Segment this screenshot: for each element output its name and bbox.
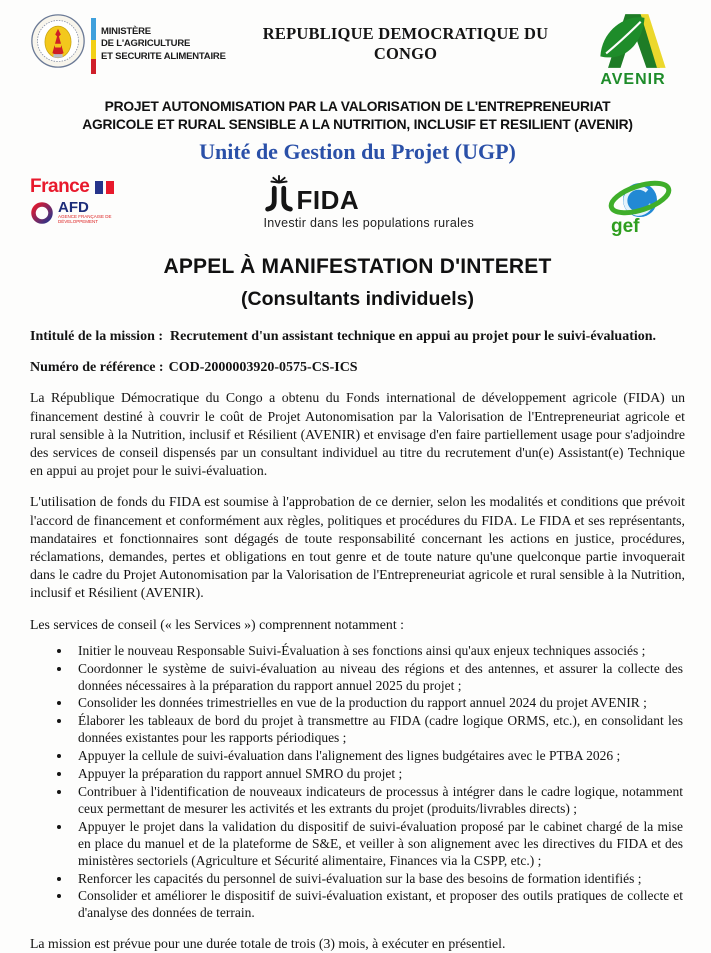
reference-value: COD-2000003920-0575-CS-ICS	[168, 360, 358, 376]
service-item: • Coordonner le système de suivi-évaluation au niveau des régions et des antennes, et assurer la collecte des données nécessaires à la préparation du rapport annuel 2025 du projet ;	[72, 661, 683, 695]
reference-label: Numéro de référence :	[30, 360, 164, 376]
drc-coat-of-arms-icon	[30, 12, 86, 70]
service-item: • Appuyer la cellule de suivi-évaluation dans l'alignement des lignes budgétaires avec le PTBA 2026 ;	[72, 748, 683, 765]
main-title: APPEL À MANIFESTATION D'INTERET	[163, 255, 552, 279]
mission-title	[30, 328, 685, 347]
services-list	[30, 643, 685, 923]
services-intro: Les services de conseil (« les Services ») comprennent notamment :	[30, 616, 404, 632]
afd-wordmark: AFD	[58, 199, 89, 217]
france-afd-logo	[30, 174, 180, 225]
service-item: • Initier le nouveau Responsable Suivi-Évaluation à ses fonctions ainsi qu'aux enjeux techniques associés ;	[72, 643, 683, 660]
unit-title: Unité de Gestion du Projet (UGP)	[199, 139, 516, 165]
mission-text: Recrutement d'un assistant technique en appui au projet pour le suivi-évaluation.	[170, 329, 657, 345]
subtitle: (Consultants individuels)	[241, 288, 474, 311]
fida-wordmark: FIDA	[296, 185, 360, 216]
partner-logos-row	[30, 174, 685, 238]
ministry-line-1: MINISTÈRE	[101, 26, 151, 37]
france-wordmark: France	[30, 176, 90, 198]
service-item: • Contribuer à l'identification de nouveaux indicateurs de processus à intégrer dans le cadre logique, notamment ceux permettant de mesurer les activités et les extrants du projet (produits/livrables directs) ;	[72, 784, 683, 818]
fida-logo	[264, 174, 484, 230]
project-title	[30, 98, 685, 134]
project-title-line-2: AGRICOLE ET RURAL SENSIBLE A LA NUTRITION, INCLUSIF ET RESILIENT (AVENIR)	[82, 117, 633, 133]
french-flag-icon	[95, 181, 114, 194]
afd-ring-icon	[30, 201, 54, 225]
service-item: • Élaborer les tableaux de bord du projet à transmettre au FIDA (cadre logique ORMS, etc.), en consolidant les données existantes pour les rapports périodiques ;	[72, 713, 683, 747]
gef-wordmark: gef	[611, 216, 640, 238]
ministry-logo	[30, 8, 230, 74]
paragraph-financing: La République Démocratique du Congo a obtenu du Fonds international de développement agricole (FIDA) un financement destiné à couvrir le coût de Projet Autonomisation par la Valorisation de l'Entrepreneuriat agricole et rural sensible à la Nutrition, inclusif et Résilient (AVENIR) et envisage d'en faire partiellement usage pour s'adjoindre des services de conseil dispensés par un consultant individuel au titre du recrutement d'un(e) Assistant(e) Technique en appui au projet pour le suivi-évaluation.	[30, 390, 685, 479]
service-item: • Appuyer le projet dans la validation du dispositif de suivi-évaluation proposé par le cabinet chargé de la mise en place du manuel et de la plateforme de S&E, et veiller à son alignement avec les directives du FIDA et des ministères sectoriels (Agriculture et Sécurité alimentaire, Finances via la CSPP, etc.) ;	[72, 819, 683, 870]
closing-note: La mission est prévue pour une durée totale de trois (3) mois, à exécuter en présentiel.	[30, 936, 506, 952]
gef-logo	[607, 174, 685, 236]
service-item: • Consolider et améliorer le dispositif de suivi-évaluation existant, et proposer des outils pratiques de collecte et d'analyse des données de terrain.	[72, 888, 683, 922]
paragraph-fida-terms: L'utilisation de fonds du FIDA est soumise à l'approbation de ce dernier, selon les modalités et conditions que prévoit l'accord de financement et conformément aux règles, politiques et procédures du FIDA. Le FIDA et ses représentants, mandataires et fonctionnaires sont dégagés de toute responsabilité concernant les actions en justice, procédures, réclamations, demandes, pertes et obligations en tout genre et de toute nature qu'une quelconque partie invoquerait dans le cadre du Projet Autonomisation par la Valorisation de l'Entrepreneuriat agricole et rural sensible à la Nutrition, inclusif et Résilient (AVENIR).	[30, 494, 685, 601]
afd-subtext: AGENCE FRANÇAISE DE DÉVELOPPEMENT	[58, 214, 112, 225]
avenir-leaf-icon	[585, 8, 681, 72]
service-item: • Consolider les données trimestrielles en vue de la production du rapport annuel 2024 du projet AVENIR ;	[72, 695, 683, 712]
mission-label: Intitulé de la mission :	[30, 329, 164, 345]
project-title-line-1: PROJET AUTONOMISATION PAR LA VALORISATION DE L'ENTREPRENEURIAT	[104, 99, 611, 114]
drc-flag-stripe-icon	[91, 18, 96, 74]
ministry-line-2: DE L'AGRICULTURE	[101, 38, 191, 50]
ministry-line-3: ET SECURITE ALIMENTAIRE	[101, 50, 226, 62]
ministry-name	[101, 26, 226, 63]
service-item: • Appuyer la préparation du rapport annuel SMRO du projet ;	[72, 766, 683, 783]
fida-wheat-icon	[264, 174, 294, 212]
country-title: REPUBLIQUE DEMOCRATIQUE DU CONGO	[262, 24, 549, 63]
document-header	[30, 8, 685, 96]
service-item: • Renforcer les capacités du personnel de suivi-évaluation sur la base des besoins de formation identifiés ;	[72, 871, 683, 888]
avenir-logo	[581, 8, 685, 89]
reference-number	[30, 360, 685, 376]
fida-tagline: Investir dans les populations rurales	[263, 216, 475, 231]
avenir-wordmark: AVENIR	[600, 71, 666, 88]
